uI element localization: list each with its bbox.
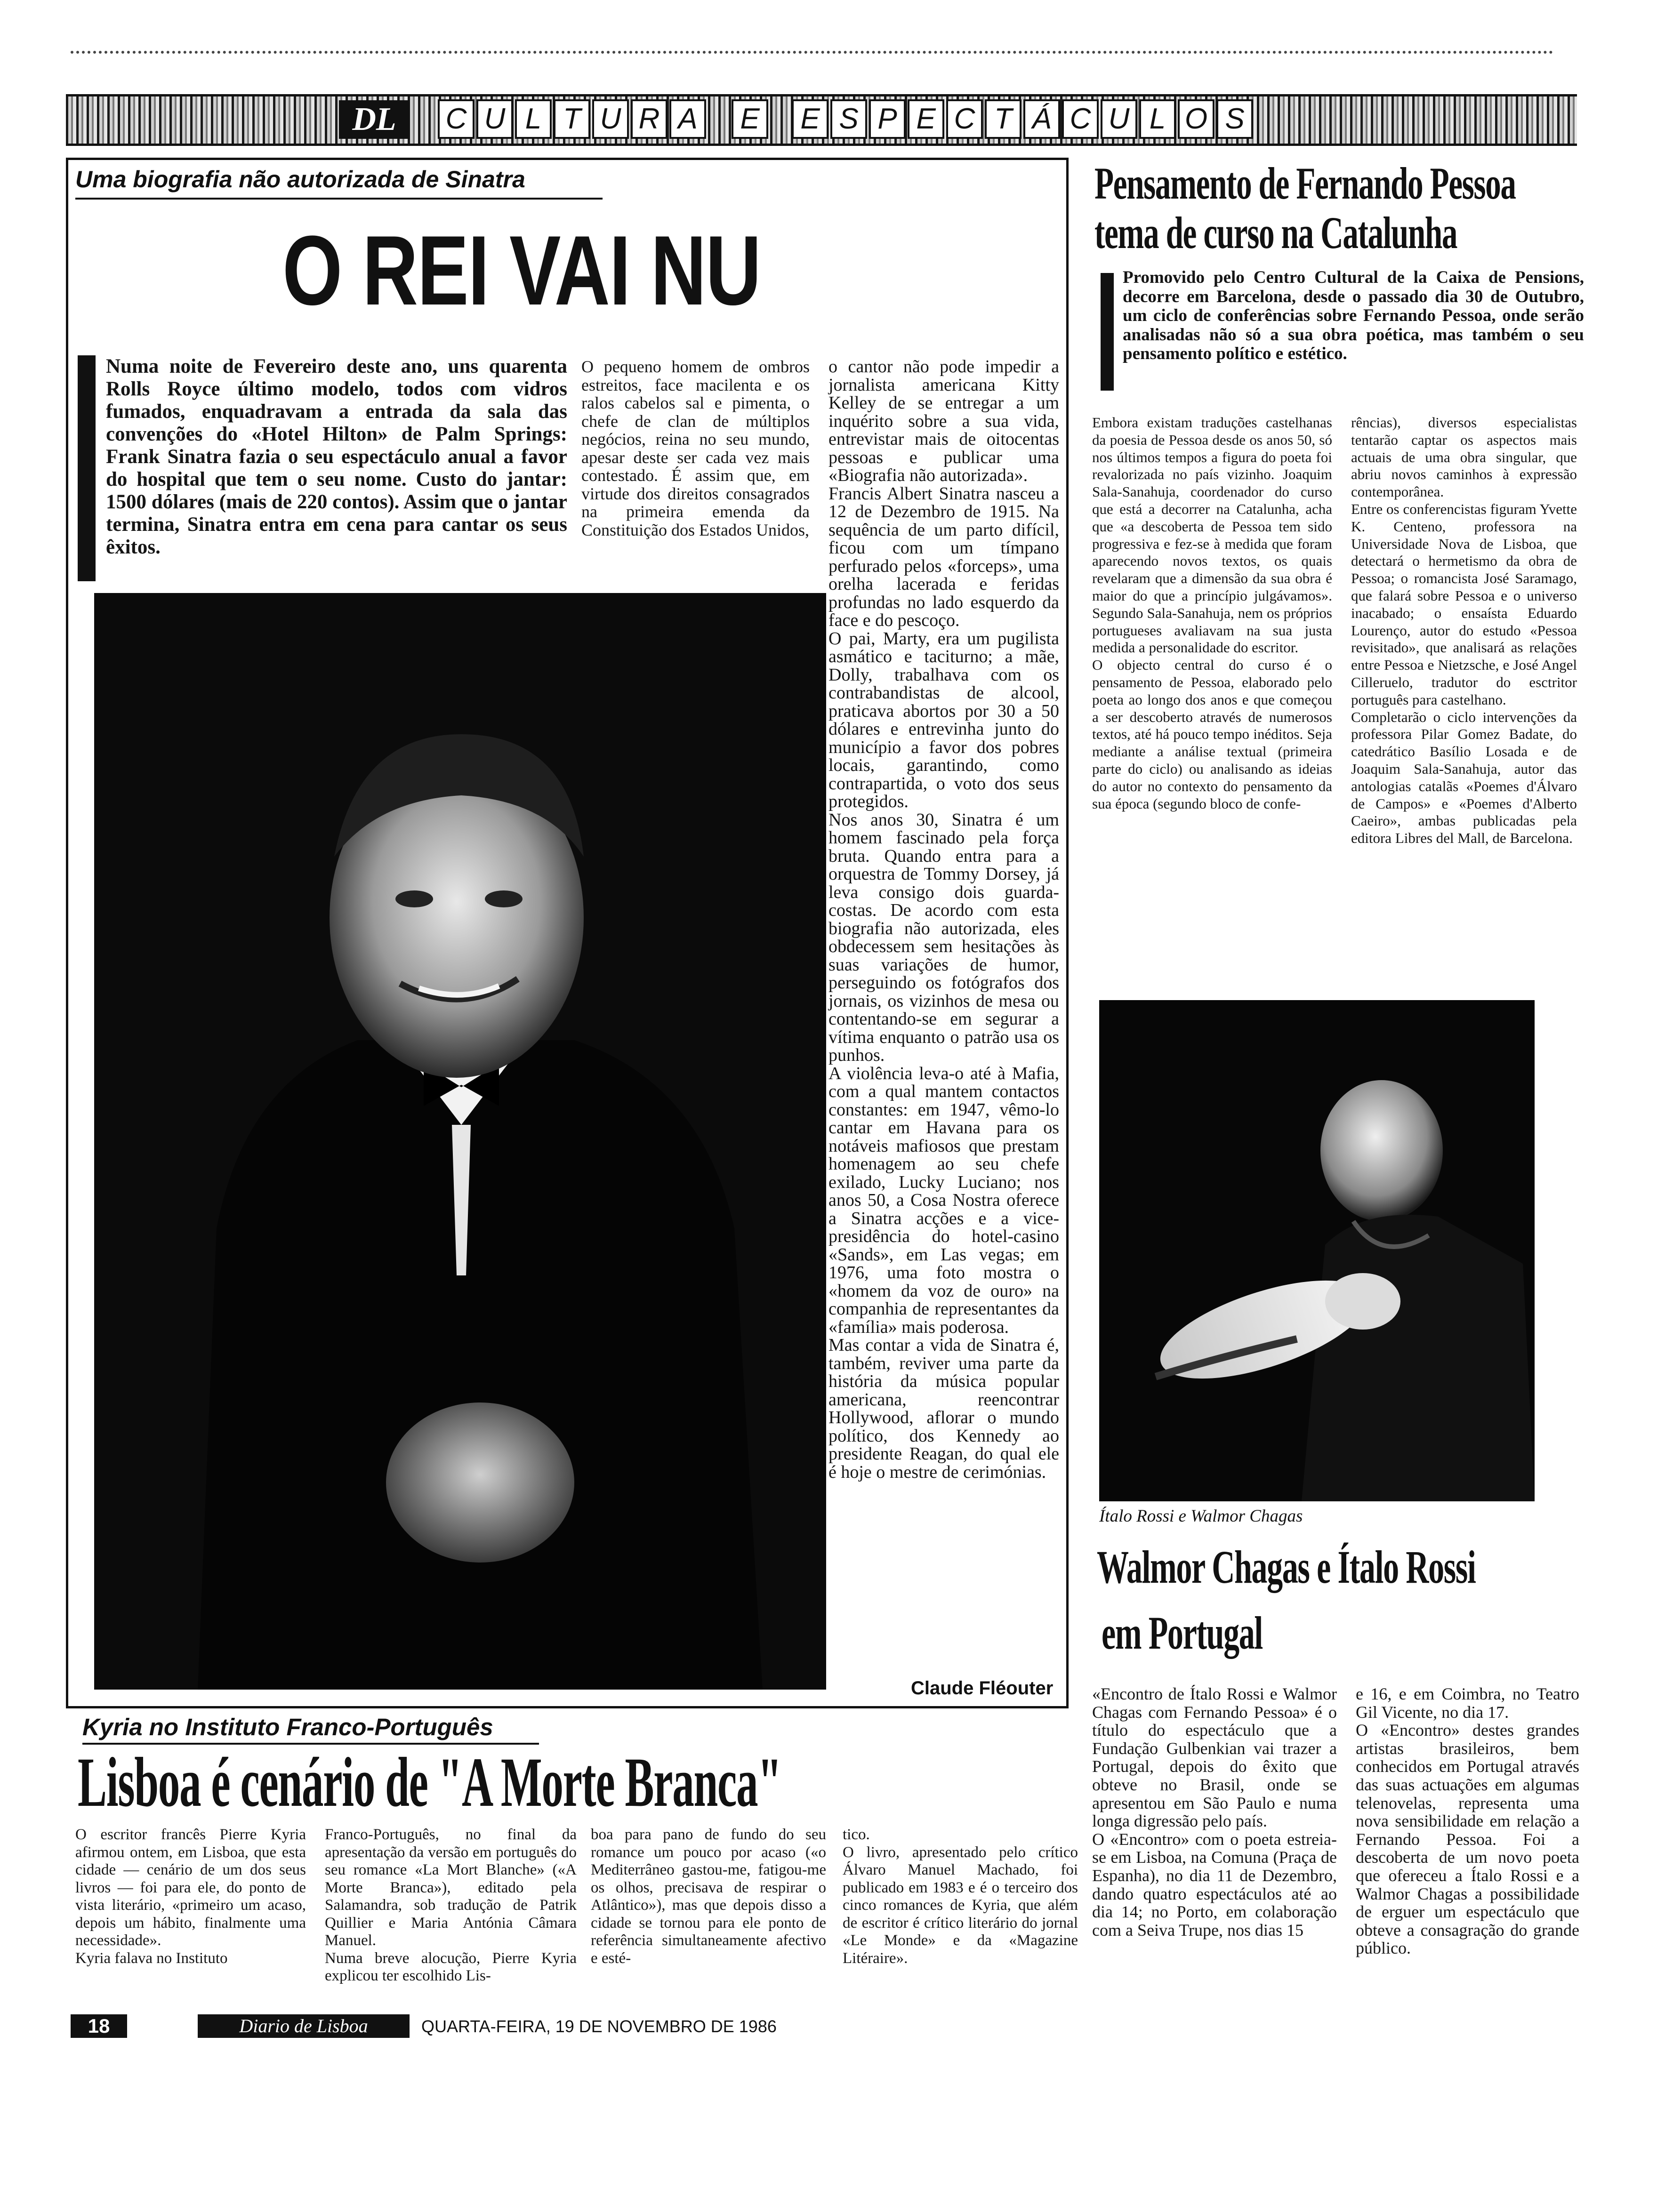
sinatra-column-1: O pequeno homem de ombros estreitos, face macilenta e os ralos cabelos sal e pimenta, o chefe de clan de múltiplos negócios, reina no seu mundo, apesar deste ser cada vez mais contestado. É assim que, em virtude dos direitos consagrados na primeira emenda da Constituição dos Estados Unidos,	[581, 357, 810, 539]
banner-letter: C	[946, 99, 983, 139]
section-title	[438, 99, 1255, 140]
rossi-chagas-caption: Ítalo Rossi e Walmor Chagas	[1099, 1507, 1303, 1526]
top-dotted-rule	[71, 51, 1553, 54]
banner-letter: T	[554, 99, 590, 139]
banner-letter: A	[669, 99, 706, 139]
banner-letter: U	[476, 99, 513, 139]
kyria-column-4: tico. O livro, apresentado pelo crítico Álvaro Manuel Machado, foi publicado em 1983 e é o terceiro dos cinco romances de Kyria, que além de escritor é crítico literário do jornal «Le Monde» e da «Magazine Litéraire».	[843, 1826, 1078, 1967]
kyria-column-3: boa para pano de fundo do seu romance um pouco por acaso («o Mediterrâneo gastou-me, fatigou-me os olhos, precisava de respirar o Atlântico»), mas que depois disso a cidade se tornou para ele ponto de referência simultaneamente afectivo e esté-	[591, 1826, 826, 1967]
banner-letter: L	[1139, 99, 1176, 139]
sinatra-kicker: Uma biografia não autorizada de Sinatra	[75, 166, 525, 192]
banner-letter: U	[592, 99, 629, 139]
lead-bar	[78, 355, 96, 581]
banner-letter: E	[908, 99, 944, 139]
dl-logo: DL	[339, 100, 410, 139]
chagas-column-2: e 16, e em Coimbra, no Teatro Gil Vicente, no dia 17. O «Encontro» destes grandes artistas brasileiros, bem conhecidos em Portugal através das suas actuações em algumas telenovelas, representa uma nova sensibilidade em relação a Fernando Pessoa. Foi a descoberta de um novo poeta que ofereceu a Ítalo Rossi e a Walmor Chagas a possibilidade de erguer um espectáculo que obteve a consagração do grande público.	[1356, 1684, 1579, 1958]
banner-letter: R	[631, 99, 668, 139]
kyria-kicker: Kyria no Instituto Franco-Português	[82, 1714, 493, 1740]
pessoa-column-2: rências), diversos especialistas tentarão captar os aspectos mais actuais de uma obra singular, que abriu novos caminhos à expressão contemporânea. Entre os conferencistas figuram Yvette K. Centeno, professora na Universidade Nova de Lisboa, que detectará o hermetismo da obra de Pessoa; o romancista José Saramago, que falará sobre Pessoa e o universo inacabado; o ensaísta Eduardo Lourenço, autor do estudo «Pessoa revisitado», que analisará as relações entre Pessoa e Nietzsche, e José Angel Cilleruelo, tradutor do esctritor português para castelhano. Completarão o ciclo intervenções da professora Pilar Gomez Badate, do catedrático Basílio Losada e de Joaquim Sala-Sanahuja, autor das antologias catalãs «Poemes d'Álvaro de Campos» e «Poemes d'Alberto Caeiro», ambas publicadas pela editora Libres del Mall, de Barcelona.	[1351, 414, 1577, 847]
banner-letter: U	[1101, 99, 1137, 139]
chagas-column-1: «Encontro de Ítalo Rossi e Walmor Chagas com Fernando Pessoa» é o título do espectáculo que a Fundação Gulbenkian vai trazer a Portugal, depois do êxito que obteve no Brasil, onde se apresentou em São Paulo e numa longa digressão pelo país. O «Encontro» com o poeta estreia-se em Lisboa, na Comuna (Praça de Espanha), no dia 11 de Dezembro, dando quatro espectáculos até ao dia 14; no Porto, em colaboração com a Seiva Trupe, nos dias 15	[1092, 1684, 1337, 1940]
page-number: 18	[71, 2014, 127, 2038]
sinatra-column-2: o cantor não pode impedir a jornalista americana Kitty Kelley de se entregar a um inquérito sobre a sua vida, entrevistar mais de oitocentas pessoas e publicar uma «Biografia não autorizada». Francis Albert Sinatra nasceu a 12 de Dezembro de 1915. Na sequência de um parto difícil, ficou com um tímpano perfurado pelos «forceps», uma orelha lacerada e feridas profundas no lado esquerdo da face e do pescoço. O pai, Marty, era um pugilista asmático e taciturno; a mãe, Dolly, trabalhava com os contrabandistas de alcool, praticava abortos por 30 a 50 dólares e entrevinha junto do município a favor dos pobres locais, garantindo, como contrapartida, o voto dos seus protegidos. Nos anos 30, Sinatra é um homem fascinado pela força bruta. Quando entra para a orquestra de Tommy Dorsey, já leva consigo dois guarda-costas. De acordo com esta biografia não autorizada, eles obdecessem sem hesitações às suas variações de humor, perseguindo os fotógrafos dos jornais, os vizinhos de mesa ou contentando-se em segurar a vítima enquanto o patrão usa os punhos. A violência leva-o até à Mafia, com a qual mantem contactos constantes: em 1947, vêmo-lo cantar em Havana para os notáveis mafiosos que prestam homenagem ao seu chefe exilado, Lucky Luciano; nos anos 50, a Cosa Nostra oferece a Sinatra acções e a vice-presidência do hotel-casino «Sands», em Las vegas; em 1976, uma foto mostra o «homem da voz de ouro» na companhia de representantes da «família» mais poderosa. Mas contar a vida de Sinatra é, também, reviver uma parte da história da música popular americana, reencontrar Hollywood, aflorar o mundo político, dos Kennedy ao presidente Reagan, do qual ele é hoje o mestre de cerimónias.	[828, 357, 1059, 1482]
banner-letter: O	[1178, 99, 1215, 139]
section-banner	[66, 94, 1577, 146]
banner-letter: E	[792, 99, 828, 139]
masthead: Diario de Lisboa	[198, 2014, 410, 2038]
kicker-underline	[75, 198, 603, 200]
pessoa-headline-line2: tema de curso na Catalunha	[1094, 208, 1457, 258]
sinatra-photo	[94, 593, 826, 1690]
banner-letter: T	[985, 99, 1022, 139]
chagas-headline-line1: Walmor Chagas e Ítalo Rossi	[1097, 1541, 1476, 1593]
banner-letter: C	[438, 99, 475, 139]
rossi-chagas-photo	[1099, 1000, 1535, 1501]
kyria-column-1: O escritor francês Pierre Kyria afirmou ontem, em Lisboa, que esta cidade — cenário de um dos seus livros — foi para ele, do ponto de vista literário, «primeiro um acaso, depois um hábito, finalmente uma necessidade». Kyria falava no Instituto	[75, 1826, 306, 1967]
kyria-column-2: Franco-Português, no final da apresentação da versão em português do seu romance «La Mort Blanche» («A Morte Branca»), editado pela Salamandra, sob tradução de Patrik Quillier e Maria Antónia Câmara Manuel. Numa breve alocução, Pierre Kyria explicou ter escolhido Lis-	[325, 1826, 577, 1984]
sinatra-lead: Numa noite de Fevereiro deste ano, uns quarenta Rolls Royce último modelo, todos com vidros fumados, enquadravam a entrada da sala das convenções do «Hotel Hilton» de Palm Springs: Frank Sinatra fazia o seu espectáculo anual a favor do hospital que tem o seu nome. Custo do jantar: 1500 dólares (mais de 220 contos). Assim que o jantar termina, Sinatra entra em cena para cantar os seus êxitos.	[106, 355, 567, 558]
banner-letter: P	[869, 99, 906, 139]
sinatra-headline: O REI VAI NU	[282, 215, 761, 326]
pessoa-headline-line1: Pensamento de Fernando Pessoa	[1094, 158, 1516, 208]
sinatra-byline: Claude Fléouter	[911, 1678, 1054, 1699]
issue-date: QUARTA-FEIRA, 19 DE NOVEMBRO DE 1986	[421, 2017, 777, 2036]
banner-letter: S	[1216, 99, 1253, 139]
banner-letter: Á	[1023, 99, 1060, 139]
chagas-headline-line2: em Portugal	[1102, 1607, 1263, 1659]
banner-letter: C	[1062, 99, 1099, 139]
banner-letter: S	[830, 99, 867, 139]
sinatra-photo-illustration	[94, 593, 826, 1690]
pessoa-lead-bar	[1101, 273, 1114, 391]
pessoa-lead: Promovido pelo Centro Cultural de la Caixa de Pensions, decorre em Barcelona, desde o passado dia 30 de Outubro, um ciclo de conferências sobre Fernando Pessoa, onde serão analisadas não só a sua obra poética, mas também o seu pensamento político e estético.	[1123, 268, 1584, 363]
banner-letter: E	[732, 99, 768, 139]
pessoa-column-1: Embora existam traduções castelhanas da poesia de Pessoa desde os anos 50, só nos últimos tempos a figura do poeta foi revalorizada no país vizinho. Joaquim Sala-Sanahuja, coordenador do curso que está a decorrer na Catalunha, acha que «a descoberta de Pessoa tem sido progressiva e fez-se à medida que foram aparecendo novos textos, os quais revelaram que a dimensão da sua obra é maior do que a princípio julgávamos». Segundo Sala-Sanahuja, nem os próprios portugueses avaliavam na sua justa medida a personalidade do escritor. O objecto central do curso é o pensamento de Pessoa, elaborado pelo poeta ao longo dos anos e que começou a ser descoberto através de numerosos textos, até há pouco tempo inéditos. Seja mediante a análise textual (primeira parte do ciclo) ou analisando as ideias do autor no contexto do pensamento da sua época (segundo bloco de confe-	[1092, 414, 1332, 812]
kyria-headline: Lisboa é cenário de "A Morte Branca"	[78, 1743, 781, 1821]
banner-letter: L	[515, 99, 552, 139]
rossi-chagas-illustration	[1099, 1000, 1535, 1501]
